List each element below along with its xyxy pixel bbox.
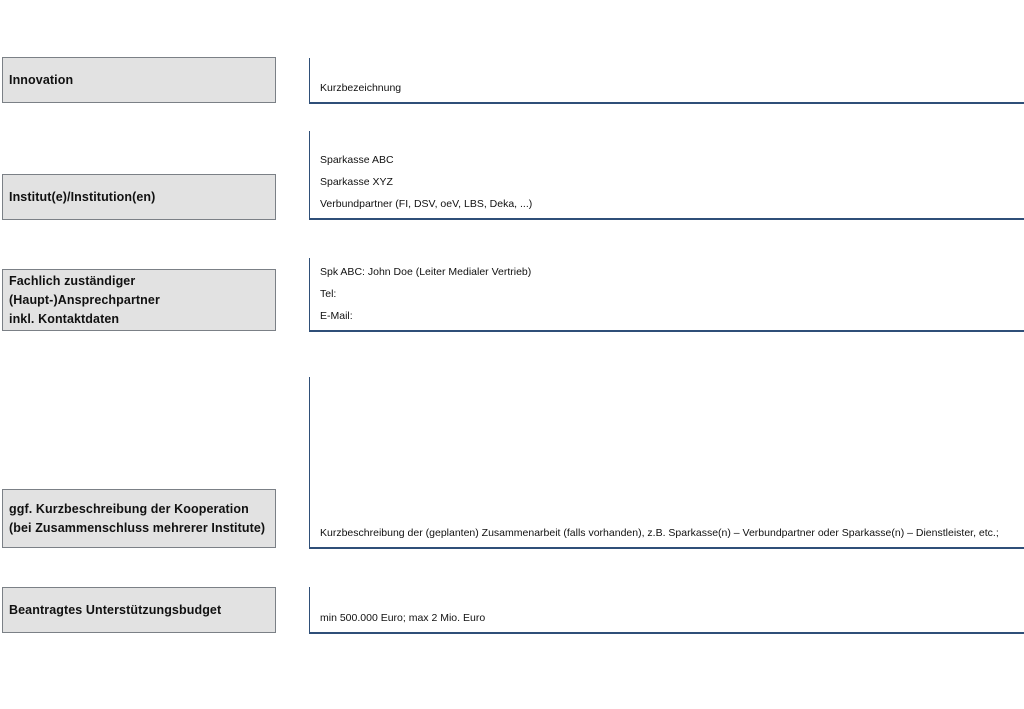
budget-label-box [2, 587, 276, 633]
cooperation-description-label: ggf. Kurzbeschreibung der Kooperation (bei Zusammenschluss mehrerer Institute) [9, 501, 266, 535]
contact-person-label-box [2, 269, 276, 331]
cooperation-description-label-box [2, 489, 276, 548]
budget-label: Beantragtes Unterstützungsbudget [9, 602, 222, 617]
innovation-label-box [2, 57, 276, 103]
contact-phone-line: Tel: [320, 288, 337, 300]
contact-person-value-field[interactable] [309, 258, 1024, 332]
contact-email-line: E-Mail: [320, 310, 353, 322]
innovation-value: Kurzbezeichnung [320, 82, 402, 94]
cooperation-description-value: Kurzbeschreibung der (geplanten) Zusammenarbeit (falls vorhanden), z.B. Sparkasse(n) – Verbundpartner oder Sparkasse(n) – Dienstleister, etc.; [320, 527, 999, 539]
institution-label: Institut(e)/Institution(en) [9, 189, 156, 204]
institution-label-box [2, 174, 276, 220]
budget-value: min 500.000 Euro; max 2 Mio. Euro [320, 612, 486, 624]
innovation-value-field[interactable] [309, 58, 1024, 104]
institution-value-line: Verbundpartner (FI, DSV, oeV, LBS, Deka, ...) [320, 198, 533, 210]
contact-person-label: Fachlich zuständiger (Haupt-)Ansprechpartner inkl. Kontaktdaten [9, 273, 160, 326]
contact-name-line: Spk ABC: John Doe (Leiter Medialer Vertrieb) [320, 266, 532, 278]
budget-value-field[interactable] [309, 587, 1024, 634]
institution-value-field[interactable] [309, 131, 1024, 220]
cooperation-description-value-field[interactable] [309, 377, 1024, 549]
institution-value-line: Sparkasse XYZ [320, 176, 393, 188]
innovation-label: Innovation [9, 72, 74, 87]
institution-value-line: Sparkasse ABC [320, 154, 394, 166]
